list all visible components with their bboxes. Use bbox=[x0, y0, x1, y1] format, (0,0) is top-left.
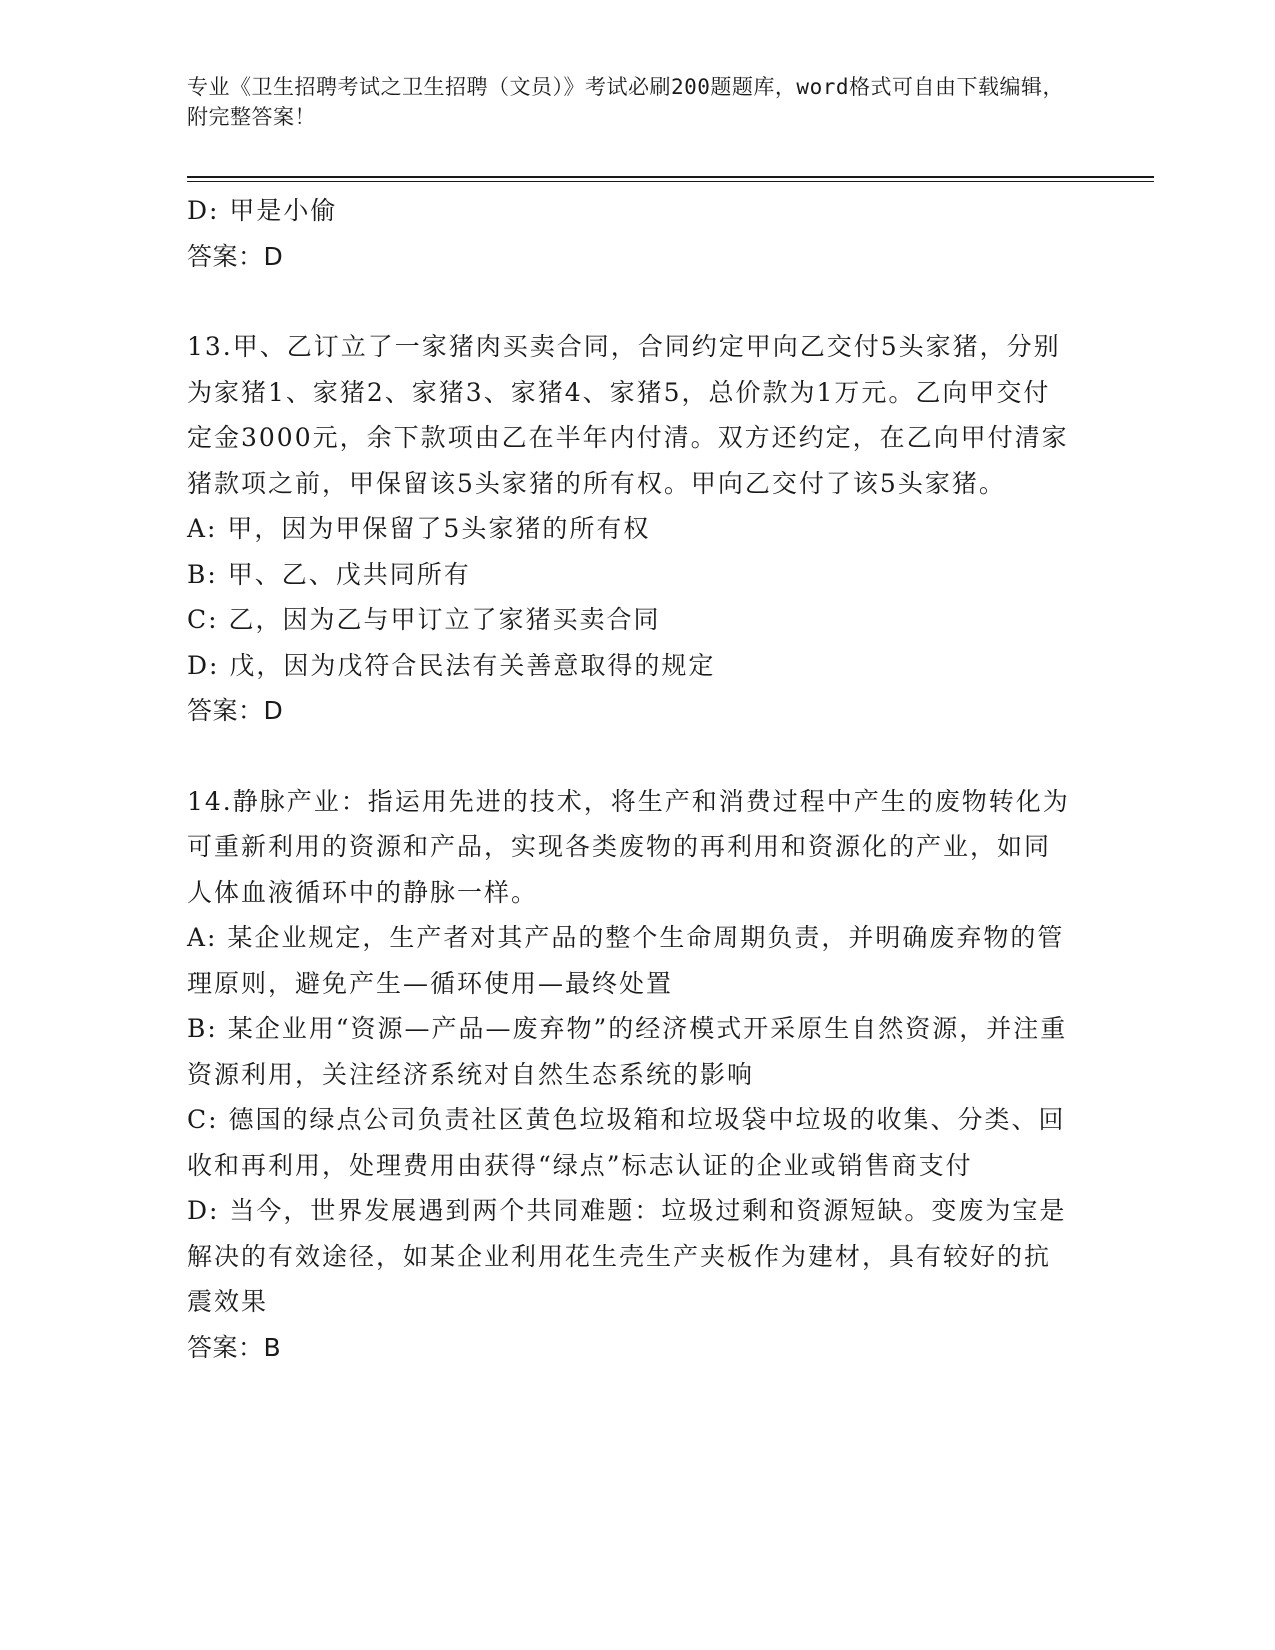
option-c: C: 德国的绿点公司负责社区黄色垃圾箱和垃圾袋中垃圾的收集、分类、回收和再利用，处理费用由获得“绿点”标志认证的企业或销售商支付 bbox=[187, 1105, 1066, 1180]
option-b: B: 某企业用“资源—产品—废弃物”的经济模式开采原生自然资源，并注重资源利用，关注经济系统对自然生态系统的影响 bbox=[187, 1014, 1068, 1089]
question-stem: 14.静脉产业：指运用先进的技术，将生产和消费过程中产生的废物转化为可重新利用的资源和产品，实现各类废物的再利用和资源化的产业，如同人体血液循环中的静脉一样。 bbox=[187, 786, 1070, 907]
option-d: D: 戊，因为戊符合民法有关善意取得的规定 bbox=[187, 650, 716, 680]
option-d: D: 当今，世界发展遇到两个共同难题：垃圾过剩和资源短缺。变废为宝是解决的有效途径，如某企业利用花生壳生产夹板作为建材，具有较好的抗震效果 bbox=[187, 1196, 1067, 1316]
answer-line: 答案：B bbox=[187, 1332, 282, 1362]
option-a: A: 某企业规定，生产者对其产品的整个生命周期负责，并明确废弃物的管理原则，避免产生—循环使用—最终处置 bbox=[187, 923, 1065, 998]
header-divider-thick bbox=[187, 176, 1154, 178]
previous-question-tail bbox=[187, 188, 1077, 279]
spacer bbox=[187, 279, 1077, 324]
option-c: C: 乙，因为乙与甲订立了家猪买卖合同 bbox=[187, 605, 661, 634]
question-stem: 13.甲、乙订立了一家猪肉买卖合同，合同约定甲向乙交付5头家猪，分别为家猪1、家猪2、家猪3、家猪4、家猪5，总价款为1万元。乙向甲交付定金3000元，余下款项由乙在半年内付清。双方还约定，在乙向甲付清家猪款项之前，甲保留该5头家猪的所有权。甲向乙交付了该5头家猪。 bbox=[187, 332, 1069, 498]
question-13 bbox=[187, 324, 1077, 734]
spacer bbox=[187, 734, 1077, 779]
question-14 bbox=[187, 779, 1077, 1371]
answer-line: 答案：D bbox=[187, 241, 284, 271]
answer-line: 答案：D bbox=[187, 696, 284, 725]
header-divider-thin bbox=[187, 181, 1154, 182]
question-content bbox=[187, 188, 1077, 1370]
page-header: 专业《卫生招聘考试之卫生招聘（文员）》考试必刷200题题库，word格式可自由下载编辑，附完整答案！ bbox=[187, 75, 1064, 129]
option-d: D: 甲是小偷 bbox=[187, 196, 338, 225]
option-b: B: 甲、乙、戊共同所有 bbox=[187, 559, 471, 589]
option-a: A: 甲，因为甲保留了5头家猪的所有权 bbox=[187, 514, 651, 543]
